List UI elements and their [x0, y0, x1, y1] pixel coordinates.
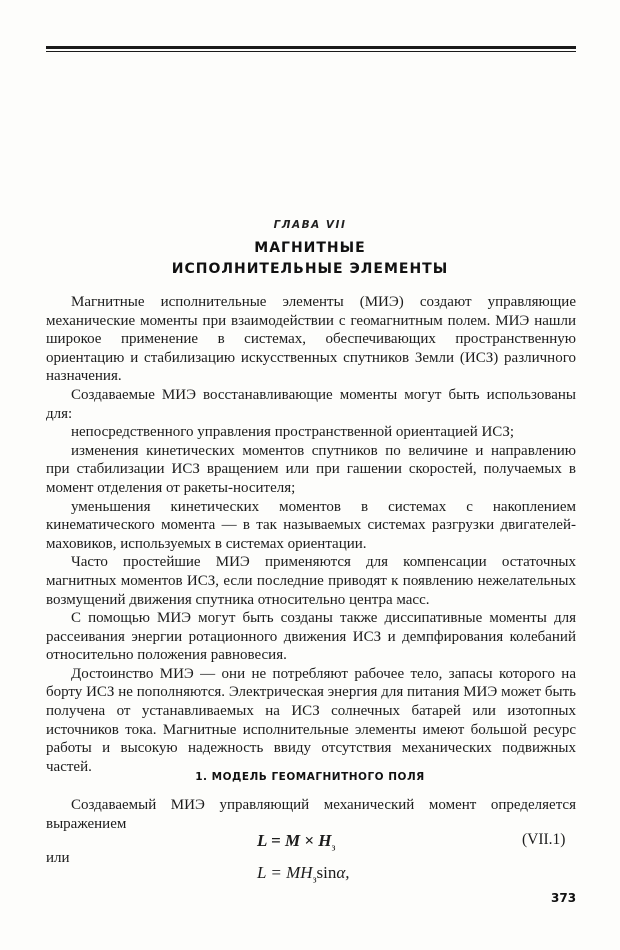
paragraph-intro: Магнитные исполнительные элементы (МИЭ) создают управляющие механические моменты при взаимодействии с геомагнитным полем. МИЭ нашли широкое применение в системах, обеспечивающих пространственную ориентацию и стабилизацию искусственных спутников Земли (ИСЗ) различного назначения.	[46, 294, 576, 385]
formula-scalar-subscript: з	[312, 874, 317, 886]
paragraph-compensation: Часто простейшие МИЭ применяются для компенсации остаточных магнитных моментов ИСЗ, если последние приводят к появлению нежелательных возмущений движения спутника относительно центра масс.	[46, 554, 576, 608]
header-rule-thin	[46, 51, 576, 52]
paragraph-use-orientation: непосредственного управления пространственной ориентацией ИСЗ;	[71, 424, 514, 441]
section-heading: 1. МОДЕЛЬ ГЕОМАГНИТНОГО ПОЛЯ	[195, 771, 425, 783]
chapter-title-line-2: ИСПОЛНИТЕЛЬНЫЕ ЭЛЕМЕНТЫ	[171, 261, 449, 277]
paragraph-uses-lead: Создаваемые МИЭ восстанавливающие моменты могут быть использованы для:	[46, 386, 576, 422]
formula-vii-1-main: L = M × H	[257, 831, 332, 850]
connector-word: или	[46, 850, 70, 866]
paragraph-use-kinetic-reduction: уменьшения кинетических моментов в системах с накоплением кинематического момента — в так называемых системах разгрузки двигателей-маховиков, используемых в системах ориентации.	[46, 498, 576, 552]
formula-vii-1-subscript: з	[331, 842, 336, 854]
header-rule-thick	[46, 46, 576, 49]
chapter-label: ГЛАВА VII	[273, 219, 347, 231]
paragraph-use-kinetic-change: изменения кинетических моментов спутников по величине и направлению при стабилизации ИСЗ вращением или при гашении скоростей, получаемых в момент отделения от ракеты-носителя;	[46, 442, 576, 496]
chapter-title-line-1: МАГНИТНЫЕ	[254, 240, 366, 256]
equation-number: (VII.1)	[522, 831, 566, 848]
paragraph-advantages: Достоинство МИЭ — они не потребляют рабочее тело, запасы которого на борту ИСЗ не пополняются. Электрическая энергия для питания МИЭ может быть получена от устанавливаемых на ИСЗ солнечных батарей или изотопных источников тока. Магнитные исполнительные элементы имеют большой ресурс работы и высокую надежность ввиду отсутствия механических подвижных частей.	[46, 665, 576, 775]
formula-scalar	[257, 863, 350, 885]
formula-scalar-tail: α,	[336, 863, 350, 882]
formula-scalar-sin: sin	[316, 863, 337, 882]
page-number: 373	[551, 891, 577, 905]
paragraph-dissipation: С помощью МИЭ могут быть созданы также диссипативные моменты для рассеивания энергии ротационного движения ИСЗ и демпфирования колебаний относительно положения равновесия.	[46, 610, 576, 664]
paragraph-formula-intro: Создаваемый МИЭ управляющий механический момент определяется выражением	[46, 797, 576, 832]
chapter-body	[46, 293, 576, 776]
formula-scalar-main: L = MH	[257, 863, 313, 882]
formula-vii-1	[257, 831, 335, 853]
chapter-title	[0, 238, 620, 280]
